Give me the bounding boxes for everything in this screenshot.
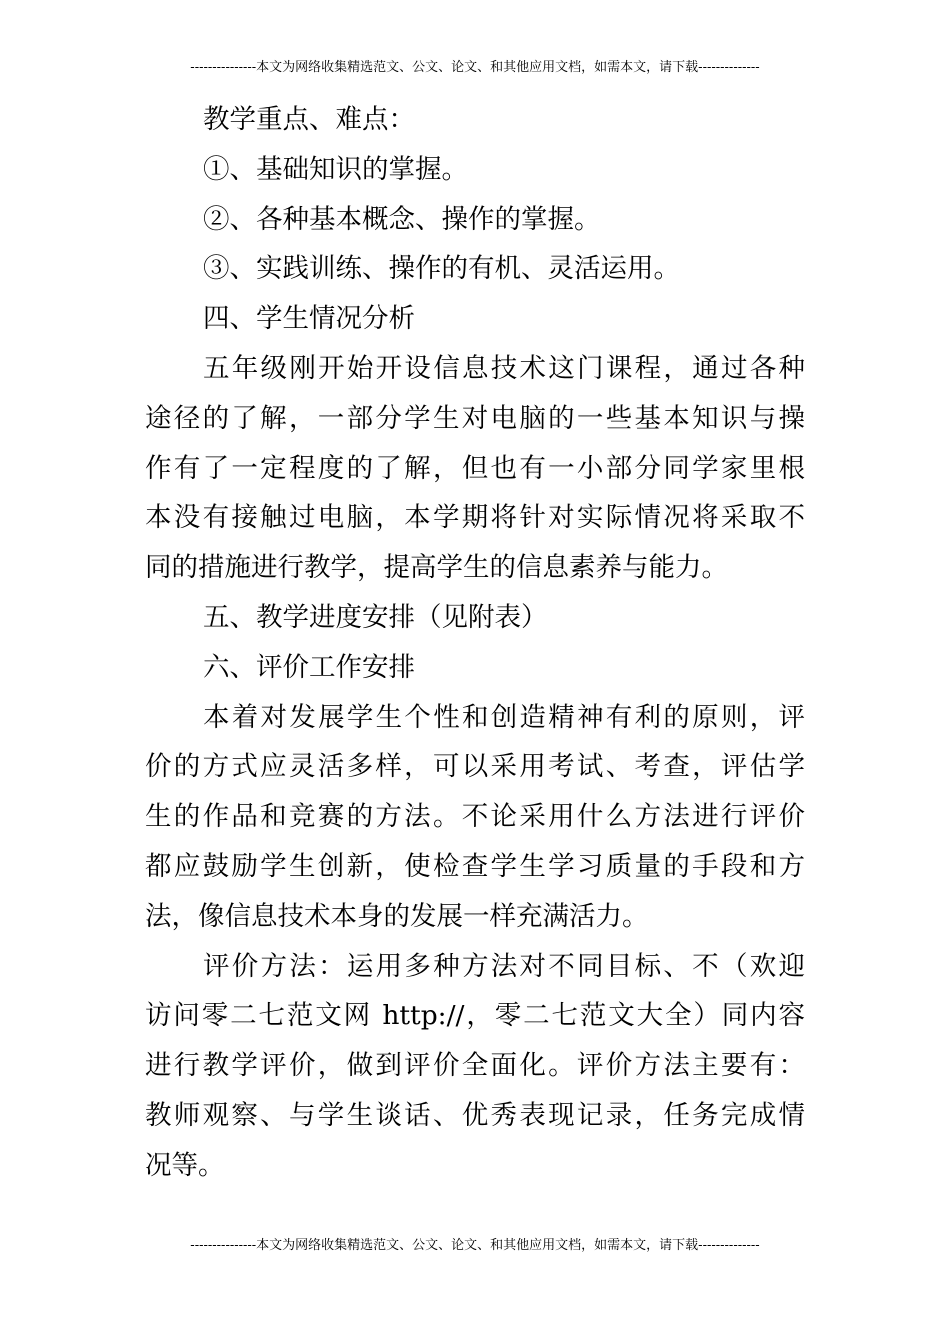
- footer-banner: ---------------本文为网络收集精选范文、公文、论文、和其他应用文档，如需本文，请下载--------------: [190, 1238, 760, 1253]
- text-line: 况等。: [145, 1149, 225, 1181]
- text-line: ③、实践训练、操作的有机、灵活运用。: [203, 253, 680, 285]
- text-line: ②、各种基本概念、操作的掌握。: [203, 203, 601, 235]
- text-line: 访问零二七范文网 http://，零二七范文大全）同内容: [145, 1000, 805, 1032]
- text-line: 本没有接触过电脑，本学期将针对实际情况将采取不: [145, 502, 805, 534]
- text-line: 都应鼓励学生创新，使检查学生学习质量的手段和方: [145, 850, 805, 882]
- text-line: 教师观察、与学生谈话、优秀表现记录，任务完成情: [145, 1099, 805, 1131]
- text-line: 评价方法：运用多种方法对不同目标、不（欢迎: [203, 950, 805, 982]
- text-line: 作有了一定程度的了解，但也有一小部分同学家里根: [145, 452, 805, 484]
- text-line: 价的方式应灵活多样，可以采用考试、考查，评估学: [145, 751, 805, 783]
- text-line: 五年级刚开始开设信息技术这门课程，通过各种: [203, 352, 805, 384]
- header-banner: ---------------本文为网络收集精选范文、公文、论文、和其他应用文档，如需本文，请下载--------------: [190, 60, 760, 75]
- text-line: 进行教学评价，做到评价全面化。评价方法主要有：: [145, 1050, 805, 1082]
- text-line: 途径的了解，一部分学生对电脑的一些基本知识与操: [145, 402, 805, 434]
- text-line: 教学重点、难点：: [203, 104, 415, 135]
- text-line: 法，像信息技术本身的发展一样充满活力。: [145, 900, 649, 932]
- document-body: [145, 95, 805, 1191]
- text-line: 同的措施进行教学，提高学生的信息素养与能力。: [145, 552, 728, 584]
- text-line: 四、学生情况分析: [203, 303, 415, 335]
- text-line: 五、教学进度安排（见附表）: [203, 601, 548, 633]
- text-line: ①、基础知识的掌握。: [203, 153, 468, 185]
- text-line: 本着对发展学生个性和创造精神有利的原则，评: [203, 701, 805, 733]
- text-line: 六、评价工作安排: [203, 651, 415, 683]
- text-line: 生的作品和竞赛的方法。不论采用什么方法进行评价: [145, 801, 805, 833]
